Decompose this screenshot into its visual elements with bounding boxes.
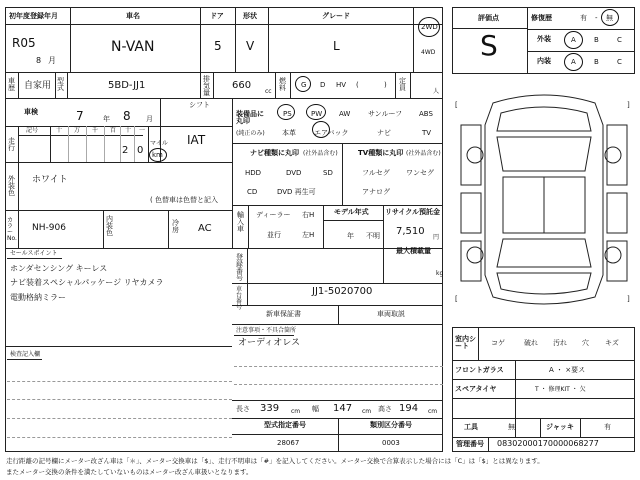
registration-month: 8 bbox=[36, 56, 42, 65]
designation-label: 型式指定番号 bbox=[264, 421, 306, 429]
interior-color-label: 内装色 bbox=[106, 215, 113, 237]
registration-label: 初年度登録年月 bbox=[9, 12, 58, 20]
equip-aw: AW bbox=[339, 110, 351, 118]
svg-text:]: ] bbox=[627, 295, 630, 303]
fuel-option-g: G bbox=[301, 81, 307, 89]
svg-text:[: [ bbox=[455, 101, 458, 109]
mileage-header-2: 万 bbox=[74, 127, 81, 134]
equip-navi: ナビ bbox=[377, 129, 391, 137]
ac-label: 冷房 bbox=[172, 219, 179, 234]
mileage-digit-2: 0 bbox=[137, 145, 144, 156]
jack-value: 有 bbox=[604, 423, 611, 431]
glass-label: フロントガラス bbox=[455, 366, 504, 374]
color-code-label: カラーNo. bbox=[7, 217, 17, 242]
interior-item-5: キズ bbox=[605, 339, 619, 347]
mileage-unit-km: km bbox=[152, 151, 163, 159]
import-left: 左H bbox=[302, 231, 315, 239]
shape-value: V bbox=[246, 39, 255, 53]
interior-item-4: 穴 bbox=[582, 339, 589, 347]
grade-label: グレード bbox=[322, 12, 350, 20]
int-grade-a-circle bbox=[564, 53, 583, 71]
grade-value: L bbox=[333, 39, 340, 53]
int-grade-a: A bbox=[571, 58, 576, 66]
import-parallel: 並行 bbox=[267, 231, 281, 239]
mgmt-value: 08302000170000068277 bbox=[497, 439, 599, 448]
interior-item-1: コゲ bbox=[491, 339, 505, 347]
equip-ps-circle bbox=[277, 104, 295, 120]
equipment-label: 装備品に丸印 bbox=[236, 110, 264, 125]
jack-label: ジャッキ bbox=[546, 423, 574, 431]
navi-sub: (社外品含む) bbox=[303, 150, 338, 157]
ext-grade-c: C bbox=[617, 36, 622, 44]
inspection-month-unit: 月 bbox=[146, 115, 153, 123]
import-right: 右H bbox=[302, 211, 315, 219]
ext-grade-a: A bbox=[571, 36, 576, 44]
mgmt-label: 管理番号 bbox=[456, 440, 484, 448]
equip-airbag: エアバック bbox=[314, 129, 349, 137]
recycle-label: リサイクル預託金 bbox=[385, 208, 441, 216]
displacement-label: 排気量 bbox=[203, 75, 210, 97]
sales-item-1: ホンダセンシング キーレス bbox=[10, 264, 108, 273]
tv-analog: アナログ bbox=[362, 188, 390, 196]
car-name-label: 車名 bbox=[126, 12, 140, 20]
mileage-header-4: 百 bbox=[110, 127, 117, 134]
ext-grade-b: B bbox=[594, 36, 599, 44]
navi-dvd-playback: DVD 再生可 bbox=[277, 188, 316, 196]
length-unit: cm bbox=[291, 408, 301, 415]
fuel-option-hv: HV bbox=[336, 81, 347, 89]
drive-2wd: 2WD bbox=[421, 23, 438, 31]
width-value: 147 bbox=[333, 403, 353, 414]
fuel-label: 燃料 bbox=[279, 77, 286, 92]
height-value: 194 bbox=[399, 403, 419, 414]
tv-sub: (社外品含む) bbox=[406, 150, 441, 157]
usage-label: 車歴 bbox=[8, 77, 15, 92]
tv-fullseg: フルセグ bbox=[362, 169, 390, 177]
width-unit: cm bbox=[362, 408, 372, 415]
car-body-outline bbox=[485, 95, 603, 304]
score-label: 評価点 bbox=[478, 14, 499, 22]
mileage-header-5: 十 bbox=[125, 127, 132, 134]
doors-value: 5 bbox=[214, 39, 222, 53]
import-dealer: ディーラー bbox=[256, 211, 291, 219]
interior-item-3: 汚れ bbox=[553, 339, 567, 347]
footer-note-2: またメーター交換の条件を満たしていないものはメーター改ざん車扱いとなります。 bbox=[6, 468, 253, 476]
inspection-label: 車検 bbox=[24, 108, 38, 116]
int-grade-c: C bbox=[617, 58, 622, 66]
equip-pw-circle bbox=[306, 104, 326, 120]
model-year-unit: 年 bbox=[347, 232, 354, 240]
capacity-label: 定員 bbox=[399, 77, 406, 92]
main-form bbox=[5, 7, 443, 452]
length-value: 339 bbox=[260, 403, 280, 414]
car-damage-diagram bbox=[453, 85, 635, 313]
navi-hdd: HDD bbox=[245, 169, 262, 177]
model-year-label: モデル年式 bbox=[334, 208, 369, 216]
shape-label: 形状 bbox=[243, 12, 257, 20]
displacement-value: 660 bbox=[232, 80, 252, 91]
category-value: 0003 bbox=[382, 439, 400, 447]
reg-no-label: 登録番号 bbox=[236, 253, 243, 282]
fuel-option-d: D bbox=[320, 81, 326, 89]
equip-airbag-circle bbox=[312, 121, 330, 138]
doors-label: ドア bbox=[210, 12, 224, 20]
shift-label: シフト bbox=[189, 101, 210, 109]
mileage-header-6: 一 bbox=[139, 127, 146, 134]
mileage-label: 走行 bbox=[8, 137, 15, 152]
mileage-unit-mile: マイル bbox=[150, 140, 168, 147]
recycle-value: 7,510 bbox=[396, 226, 425, 237]
sales-item-2: ナビ装着スペシャルパッケージ リヤカメラ bbox=[10, 278, 164, 287]
mileage-header-3: 千 bbox=[92, 127, 99, 134]
max-load-unit: kg bbox=[436, 270, 444, 277]
int-grade-b: B bbox=[594, 58, 599, 66]
manual: 車両取説 bbox=[377, 310, 405, 318]
inspection-year-unit: 年 bbox=[103, 115, 110, 123]
width-label: 幅 bbox=[312, 405, 319, 413]
recycle-unit: 円 bbox=[433, 234, 440, 241]
navi-dvd: DVD bbox=[286, 169, 302, 177]
ext-grade-a-circle bbox=[564, 31, 583, 49]
ext-grade-label: 外装 bbox=[537, 35, 551, 43]
tv-oneseg: ワンセグ bbox=[406, 169, 434, 177]
notes-label: 注意事項・不具合箇所 bbox=[236, 327, 297, 334]
model-value: 5BD-JJ1 bbox=[108, 80, 146, 91]
footer-note-1: 走行距離の記号欄にメーター改ざん車は「＊」、メーター交換車は「$」、走行不明車は「#」を記入してください。メーター交換で合算表示した場合には「C」は「$」とは異なります。 bbox=[6, 457, 544, 465]
mileage-header-1: 十 bbox=[56, 127, 63, 134]
equip-leather: 本革 bbox=[282, 129, 296, 137]
inspection-year: 7 bbox=[76, 109, 84, 123]
length-label: 長さ bbox=[236, 405, 250, 413]
exterior-label: 外装色 bbox=[8, 175, 15, 197]
height-label: 高さ bbox=[378, 405, 392, 413]
spare-label: スペアタイヤ bbox=[455, 385, 497, 393]
equip-sunroof: サンルーフ bbox=[368, 110, 403, 118]
repair-yes: 有 bbox=[580, 14, 587, 22]
repair-sep: - bbox=[595, 14, 598, 22]
navi-label: ナビ種類に丸印 bbox=[250, 149, 299, 157]
navi-sd: SD bbox=[323, 169, 333, 177]
tools-label: 工具 bbox=[464, 423, 478, 431]
chassis-value: JJ1-5020700 bbox=[312, 286, 373, 297]
category-label: 類別区分番号 bbox=[370, 421, 412, 429]
equip-ps: PS bbox=[283, 110, 292, 118]
color-code-value: NH-906 bbox=[32, 223, 66, 233]
equip-abs: ABS bbox=[419, 110, 433, 118]
svg-text:[: [ bbox=[455, 295, 458, 303]
sales-label: セールスポイント bbox=[10, 250, 58, 257]
displacement-unit: cc bbox=[265, 88, 272, 95]
exterior-note: ( 色替車は色替と記入 bbox=[150, 196, 218, 204]
interior-item-2: 破れ bbox=[524, 339, 538, 347]
remarks-label: 検査記入欄 bbox=[10, 351, 41, 358]
import-label: 輸入車 bbox=[237, 211, 244, 233]
interior-seat-label: 室内シート bbox=[455, 335, 476, 350]
svg-text:]: ] bbox=[627, 101, 630, 109]
tv-label: TV種類に丸印 bbox=[358, 149, 404, 157]
inspection-month: 8 bbox=[123, 109, 131, 123]
int-grade-label: 内装 bbox=[537, 57, 551, 65]
shift-value: IAT bbox=[187, 133, 206, 147]
repair-no: 無 bbox=[606, 14, 613, 22]
repair-label: 修復歴 bbox=[531, 14, 552, 22]
equip-pw: PW bbox=[311, 110, 323, 118]
glass-value: A ・ ×要ス bbox=[549, 366, 586, 374]
ac-value: AC bbox=[198, 223, 212, 234]
capacity-unit: 人 bbox=[433, 88, 440, 95]
chassis-label: 車台番号 bbox=[236, 286, 243, 311]
car-name: N-VAN bbox=[111, 39, 155, 55]
mileage-header-0: 記号 bbox=[26, 127, 39, 134]
mileage-digit-1: 2 bbox=[122, 145, 129, 156]
fuel-g-circle bbox=[295, 76, 311, 92]
drive-2wd-circle bbox=[418, 17, 440, 37]
mileage-km-circle bbox=[149, 148, 167, 162]
sales-item-3: 電動格納ミラー bbox=[10, 293, 66, 302]
max-load-label: 最大積載量 bbox=[396, 247, 431, 255]
equipment-sub: (純正のみ) bbox=[236, 130, 265, 137]
model-year-value: 不明 bbox=[366, 232, 380, 240]
designation-value: 28067 bbox=[277, 439, 300, 447]
registration-year: R05 bbox=[12, 36, 36, 50]
registration-month-unit: 月 bbox=[48, 56, 56, 65]
model-label: 型式 bbox=[57, 77, 64, 92]
repair-no-circle bbox=[601, 9, 619, 26]
fuel-option-paren-close: ) bbox=[384, 81, 387, 89]
fuel-option-paren-open: ( bbox=[356, 81, 359, 89]
exterior-value: ホワイト bbox=[32, 175, 68, 185]
navi-cd: CD bbox=[247, 188, 258, 196]
score-value: S bbox=[480, 29, 498, 62]
height-unit: cm bbox=[428, 408, 438, 415]
drive-4wd: 4WD bbox=[421, 49, 436, 56]
new-car-warranty: 新車保証書 bbox=[266, 310, 301, 318]
notes-value: オーディオレス bbox=[238, 338, 301, 348]
spare-value: T ・ 修理KIT ・ 欠 bbox=[535, 386, 586, 393]
equip-tv: TV bbox=[422, 129, 432, 137]
usage-value: 自家用 bbox=[24, 81, 52, 91]
tools-value: 無 bbox=[508, 423, 515, 431]
